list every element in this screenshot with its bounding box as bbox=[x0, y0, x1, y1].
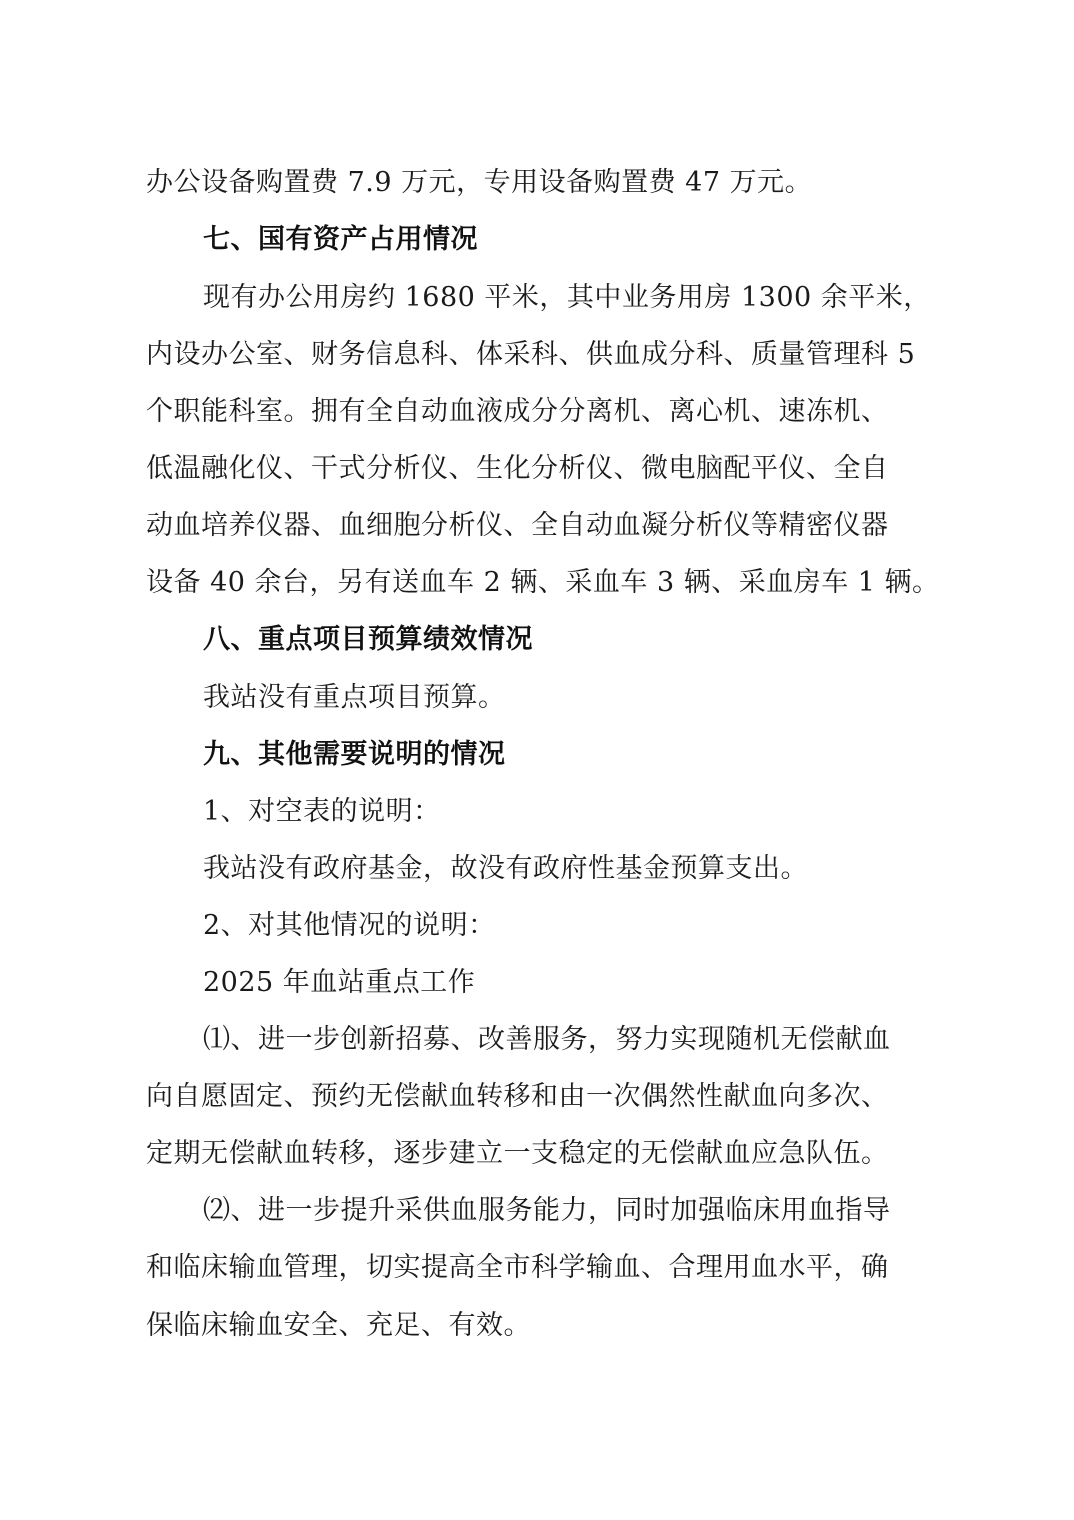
paragraph-line: 办公设备购置费 7.9 万元，专用设备购置费 47 万元。 bbox=[146, 167, 813, 198]
section-heading: 七、国有资产占用情况 bbox=[203, 224, 478, 255]
paragraph-line: 低温融化仪、干式分析仪、生化分析仪、微电脑配平仪、全自 bbox=[146, 453, 889, 484]
paragraph-line: 定期无偿献血转移，逐步建立一支稳定的无偿献血应急队伍。 bbox=[146, 1138, 889, 1169]
subsection-title: 1、对空表的说明： bbox=[203, 796, 441, 827]
section-heading: 八、重点项目预算绩效情况 bbox=[203, 624, 533, 655]
paragraph-line: 向自愿固定、预约无偿献血转移和由一次偶然性献血向多次、 bbox=[146, 1081, 889, 1112]
paragraph-line: 我站没有重点项目预算。 bbox=[203, 682, 506, 713]
section-heading: 九、其他需要说明的情况 bbox=[203, 739, 506, 770]
paragraph-line: 和临床输血管理，切实提高全市科学输血、合理用血水平，确 bbox=[146, 1252, 889, 1283]
paragraph-line: ⑵、进一步提升采供血服务能力，同时加强临床用血指导 bbox=[203, 1195, 891, 1226]
paragraph-line: 动血培养仪器、血细胞分析仪、全自动血凝分析仪等精密仪器 bbox=[146, 510, 889, 541]
paragraph-line: 个职能科室。拥有全自动血液成分分离机、离心机、速冻机、 bbox=[146, 396, 889, 427]
paragraph-line: 现有办公用房约 1680 平米，其中业务用房 1300 余平米， bbox=[203, 282, 931, 313]
paragraph-line: 保临床输血安全、充足、有效。 bbox=[146, 1310, 531, 1341]
paragraph-line: 我站没有政府基金，故没有政府性基金预算支出。 bbox=[203, 853, 808, 884]
paragraph-line: 设备 40 余台，另有送血车 2 辆、采血车 3 辆、采血房车 1 辆。 bbox=[146, 567, 940, 598]
paragraph-line: 内设办公室、财务信息科、体采科、供血成分科、质量管理科 5 bbox=[146, 339, 916, 370]
paragraph-line: ⑴、进一步创新招募、改善服务，努力实现随机无偿献血 bbox=[203, 1024, 891, 1055]
subsection-title: 2、对其他情况的说明： bbox=[203, 910, 496, 941]
paragraph-line: 2025 年血站重点工作 bbox=[203, 967, 476, 998]
